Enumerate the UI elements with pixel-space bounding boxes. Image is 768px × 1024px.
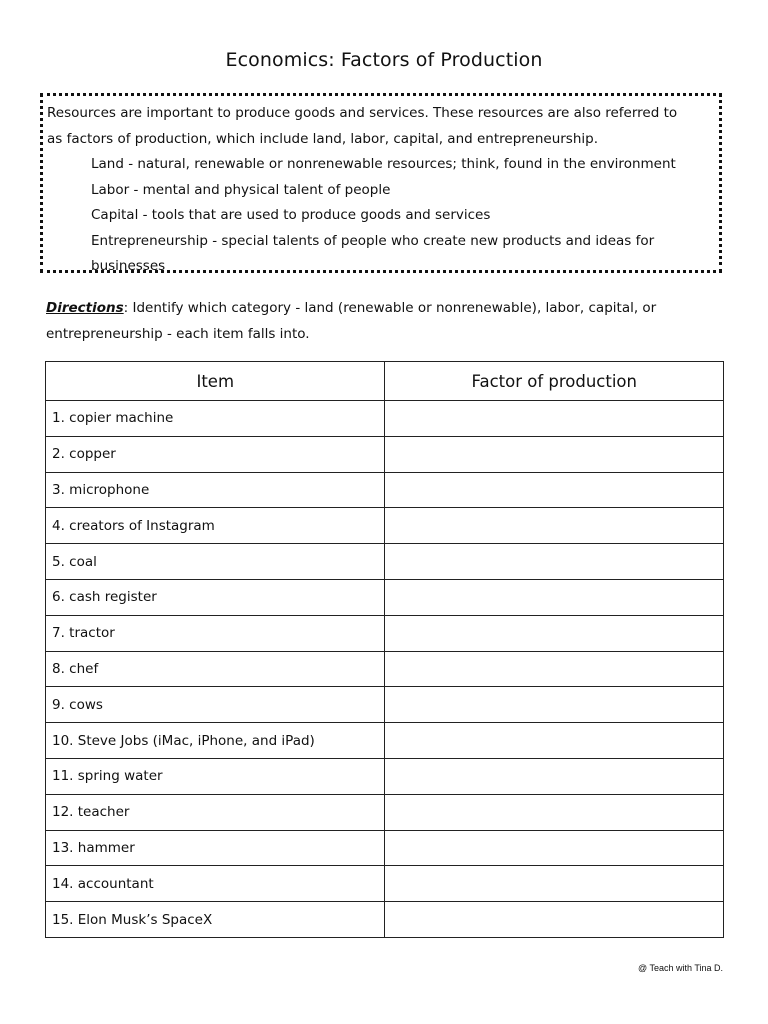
table-row xyxy=(46,472,724,508)
table-row xyxy=(46,723,724,759)
factor-land: Land - natural, renewable or nonrenewable resources; think, found in the environment xyxy=(91,156,676,172)
item-cell: 14. accountant xyxy=(46,866,385,902)
answer-cell[interactable] xyxy=(385,758,724,794)
factors-table xyxy=(45,361,724,938)
copyright-footer: @ Teach with Tina D. xyxy=(637,963,723,973)
factor-entrepreneurship: Entrepreneurship - special talents of people who create new products and ideas for xyxy=(91,232,655,249)
item-cell: 6. cash register xyxy=(46,579,385,615)
item-cell: 15. Elon Musk’s SpaceX xyxy=(46,902,385,938)
answer-cell[interactable] xyxy=(385,436,724,472)
factor-entrepreneurship-cont: businesses xyxy=(91,258,166,274)
answer-cell[interactable] xyxy=(385,579,724,615)
item-cell: 2. copper xyxy=(46,436,385,472)
header-item: Item xyxy=(46,362,385,401)
table-row xyxy=(46,902,724,938)
item-cell: 7. tractor xyxy=(46,615,385,651)
directions-text: : Identify which category - land (renewable or nonrenewable), labor, capital, or entrepreneurship - each item falls into. xyxy=(46,300,657,342)
table-row xyxy=(46,615,724,651)
answer-cell[interactable] xyxy=(385,472,724,508)
table-row xyxy=(46,651,724,687)
table-row xyxy=(46,687,724,723)
answer-cell[interactable] xyxy=(385,687,724,723)
intro-box xyxy=(40,93,722,273)
answer-cell[interactable] xyxy=(385,401,724,437)
directions xyxy=(46,295,726,347)
table-row xyxy=(46,508,724,544)
item-cell: 8. chef xyxy=(46,651,385,687)
table-row xyxy=(46,436,724,472)
answer-cell[interactable] xyxy=(385,544,724,580)
answer-cell[interactable] xyxy=(385,615,724,651)
item-cell: 1. copier machine xyxy=(46,401,385,437)
table-row xyxy=(46,544,724,580)
intro-line-1: Resources are important to produce goods and services. These resources are also referred to xyxy=(47,105,678,121)
table-row xyxy=(46,794,724,830)
answer-cell[interactable] xyxy=(385,830,724,866)
answer-cell[interactable] xyxy=(385,866,724,902)
table-row xyxy=(46,866,724,902)
header-factor: Factor of production xyxy=(385,362,724,401)
item-cell: 10. Steve Jobs (iMac, iPhone, and iPad) xyxy=(46,723,385,759)
answer-cell[interactable] xyxy=(385,508,724,544)
item-cell: 13. hammer xyxy=(46,830,385,866)
item-cell: 9. cows xyxy=(46,687,385,723)
table-row xyxy=(46,830,724,866)
answer-cell[interactable] xyxy=(385,723,724,759)
item-cell: 4. creators of Instagram xyxy=(46,508,385,544)
table-row xyxy=(46,758,724,794)
table-header-row xyxy=(46,362,724,401)
item-cell: 11. spring water xyxy=(46,758,385,794)
intro-line-2: as factors of production, which include land, labor, capital, and entrepreneurship. xyxy=(47,130,599,147)
item-cell: 12. teacher xyxy=(46,794,385,830)
answer-cell[interactable] xyxy=(385,794,724,830)
factor-labor: Labor - mental and physical talent of people xyxy=(91,181,391,198)
worksheet-title: Economics: Factors of Production xyxy=(225,49,543,71)
answer-cell[interactable] xyxy=(385,902,724,938)
table-row xyxy=(46,579,724,615)
table-row xyxy=(46,401,724,437)
item-cell: 5. coal xyxy=(46,544,385,580)
answer-cell[interactable] xyxy=(385,651,724,687)
item-cell: 3. microphone xyxy=(46,472,385,508)
factor-capital: Capital - tools that are used to produce goods and services xyxy=(91,207,491,223)
directions-label: Directions xyxy=(46,300,124,316)
